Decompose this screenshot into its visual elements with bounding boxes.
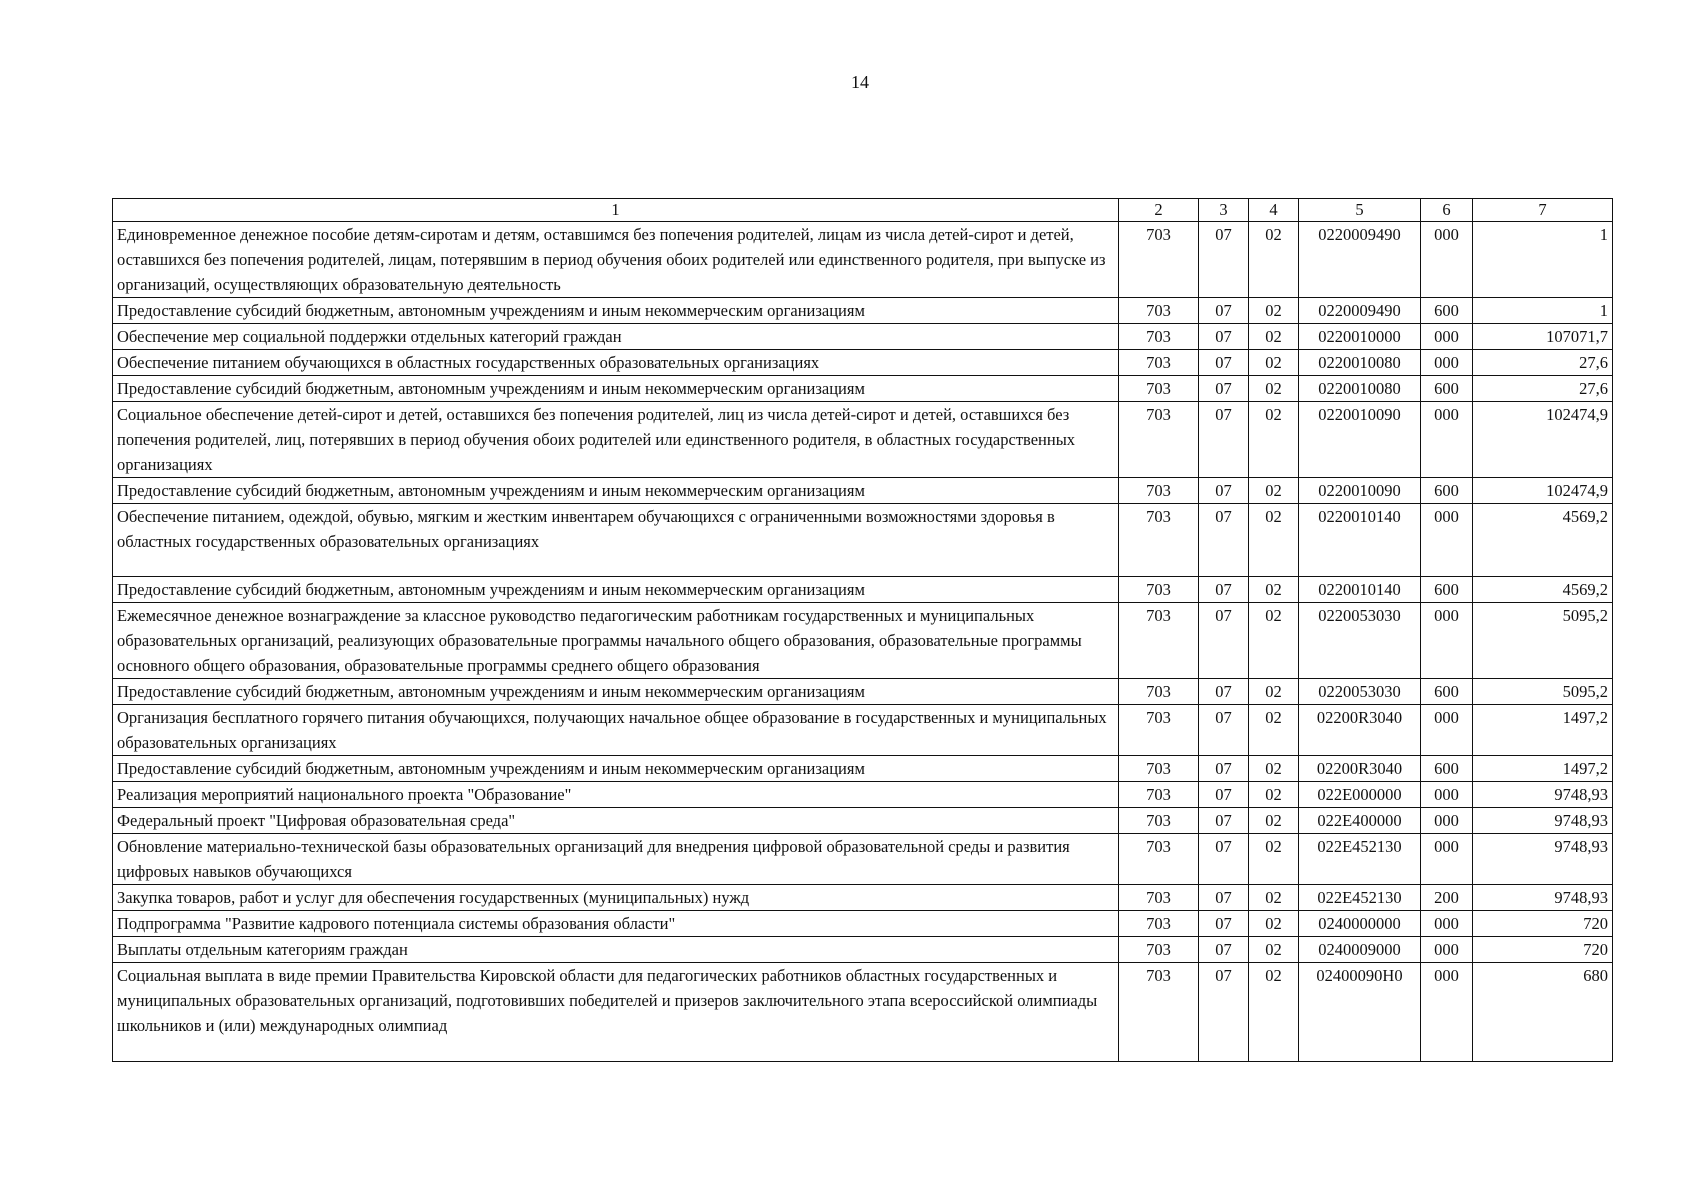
- table-row: [113, 911, 1613, 937]
- row-col-6: 000: [1421, 834, 1473, 885]
- row-col-5: 0220010080: [1299, 376, 1421, 402]
- table-row: [113, 504, 1613, 577]
- row-col-2: 703: [1119, 679, 1199, 705]
- row-col-3: 07: [1199, 478, 1249, 504]
- table-row: [113, 937, 1613, 963]
- row-name: Предоставление субсидий бюджетным, автономным учреждениям и иным некоммерческим организациям: [113, 478, 1119, 504]
- row-col-4: 02: [1249, 963, 1299, 1062]
- row-col-3: 07: [1199, 756, 1249, 782]
- row-col-2: 703: [1119, 222, 1199, 298]
- table-row: [113, 222, 1613, 298]
- row-col-3: 07: [1199, 705, 1249, 756]
- row-col-2: 703: [1119, 603, 1199, 679]
- row-amount: 102474,9: [1473, 478, 1613, 504]
- row-col-6: 000: [1421, 911, 1473, 937]
- row-col-3: 07: [1199, 504, 1249, 577]
- row-col-5: 022E452130: [1299, 834, 1421, 885]
- row-col-5: 0220010080: [1299, 350, 1421, 376]
- table-row: [113, 705, 1613, 756]
- row-col-5: 02200R3040: [1299, 705, 1421, 756]
- row-col-6: 000: [1421, 324, 1473, 350]
- row-col-3: 07: [1199, 885, 1249, 911]
- row-col-4: 02: [1249, 577, 1299, 603]
- row-name: Организация бесплатного горячего питания обучающихся, получающих начальное общее образование в государственных и муниципальных образовательных организациях: [113, 705, 1119, 756]
- table-row: [113, 885, 1613, 911]
- row-amount: 1: [1473, 298, 1613, 324]
- row-amount: 27,6: [1473, 376, 1613, 402]
- header-col-7: 7: [1473, 199, 1613, 222]
- row-col-2: 703: [1119, 376, 1199, 402]
- row-col-5: 02200R3040: [1299, 756, 1421, 782]
- row-amount: 5095,2: [1473, 603, 1613, 679]
- row-col-4: 02: [1249, 911, 1299, 937]
- row-amount: 4569,2: [1473, 504, 1613, 577]
- row-col-6: 000: [1421, 603, 1473, 679]
- row-name: Социальная выплата в виде премии Правительства Кировской области для педагогических работников областных государственных и муниципальных образовательных организаций, подготовивших победителей и призеров заключительного этапа всероссийской олимпиады школьников и (или) международных олимпиад: [113, 963, 1119, 1062]
- row-col-2: 703: [1119, 937, 1199, 963]
- row-col-3: 07: [1199, 376, 1249, 402]
- row-name: Обеспечение питанием обучающихся в областных государственных образовательных организациях: [113, 350, 1119, 376]
- budget-table: [112, 198, 1613, 1062]
- row-col-6: 000: [1421, 402, 1473, 478]
- header-col-3: 3: [1199, 199, 1249, 222]
- row-col-3: 07: [1199, 808, 1249, 834]
- table-row: [113, 376, 1613, 402]
- row-col-2: 703: [1119, 911, 1199, 937]
- row-col-3: 07: [1199, 298, 1249, 324]
- row-col-4: 02: [1249, 402, 1299, 478]
- page-number: 14: [851, 72, 869, 92]
- row-col-5: 0220010140: [1299, 504, 1421, 577]
- row-col-5: 0220010090: [1299, 402, 1421, 478]
- row-col-6: 000: [1421, 705, 1473, 756]
- row-name: Предоставление субсидий бюджетным, автономным учреждениям и иным некоммерческим организациям: [113, 679, 1119, 705]
- row-col-4: 02: [1249, 756, 1299, 782]
- row-col-4: 02: [1249, 705, 1299, 756]
- row-col-2: 703: [1119, 324, 1199, 350]
- row-name: Социальное обеспечение детей-сирот и детей, оставшихся без попечения родителей, лиц из числа детей-сирот и детей, оставшихся без попечения родителей, лиц, потерявших в период обучения обоих родителей или единственного родителя, в областных государственных организациях: [113, 402, 1119, 478]
- row-col-4: 02: [1249, 350, 1299, 376]
- table-row: [113, 808, 1613, 834]
- row-col-4: 02: [1249, 222, 1299, 298]
- row-col-6: 000: [1421, 782, 1473, 808]
- header-col-2: 2: [1119, 199, 1199, 222]
- row-name: Предоставление субсидий бюджетным, автономным учреждениям и иным некоммерческим организациям: [113, 298, 1119, 324]
- row-col-4: 02: [1249, 324, 1299, 350]
- row-col-5: 0220010140: [1299, 577, 1421, 603]
- row-col-5: 022E000000: [1299, 782, 1421, 808]
- row-name: Единовременное денежное пособие детям-сиротам и детям, оставшимся без попечения родителей, лицам из числа детей-сирот и детей, оставшихся без попечения родителей, лицам, потерявшим в период обучения обоих родителей или единственного родителя, при выпуске из организаций, осуществляющих образовательную деятельность: [113, 222, 1119, 298]
- row-col-4: 02: [1249, 478, 1299, 504]
- row-name: Ежемесячное денежное вознаграждение за классное руководство педагогическим работникам государственных и муниципальных образовательных организаций, реализующих образовательные программы начального общего образования, образовательные программы основного общего образования, образовательные программы среднего общего образования: [113, 603, 1119, 679]
- table-row: [113, 782, 1613, 808]
- row-name: Обеспечение питанием, одеждой, обувью, мягким и жестким инвентарем обучающихся с ограниченными возможностями здоровья в областных государственных образовательных организациях: [113, 504, 1119, 577]
- row-col-2: 703: [1119, 298, 1199, 324]
- table-row: [113, 577, 1613, 603]
- row-col-5: 022E452130: [1299, 885, 1421, 911]
- row-col-2: 703: [1119, 577, 1199, 603]
- table-row: [113, 324, 1613, 350]
- header-col-5: 5: [1299, 199, 1421, 222]
- header-col-1: 1: [113, 199, 1119, 222]
- row-amount: 5095,2: [1473, 679, 1613, 705]
- row-col-2: 703: [1119, 705, 1199, 756]
- row-col-6: 600: [1421, 298, 1473, 324]
- row-amount: 27,6: [1473, 350, 1613, 376]
- row-amount: 1497,2: [1473, 756, 1613, 782]
- row-col-3: 07: [1199, 402, 1249, 478]
- row-col-2: 703: [1119, 834, 1199, 885]
- row-name: Обеспечение мер социальной поддержки отдельных категорий граждан: [113, 324, 1119, 350]
- row-amount: 9748,93: [1473, 834, 1613, 885]
- row-col-3: 07: [1199, 350, 1249, 376]
- row-amount: 9748,93: [1473, 885, 1613, 911]
- row-col-3: 07: [1199, 222, 1249, 298]
- row-col-3: 07: [1199, 603, 1249, 679]
- table-row: [113, 350, 1613, 376]
- row-col-4: 02: [1249, 834, 1299, 885]
- header-col-6: 6: [1421, 199, 1473, 222]
- row-col-2: 703: [1119, 478, 1199, 504]
- row-col-2: 703: [1119, 782, 1199, 808]
- row-col-6: 600: [1421, 577, 1473, 603]
- row-col-4: 02: [1249, 937, 1299, 963]
- row-col-6: 000: [1421, 937, 1473, 963]
- row-name: Подпрограмма "Развитие кадрового потенциала системы образования области": [113, 911, 1119, 937]
- table-row: [113, 402, 1613, 478]
- row-amount: 9748,93: [1473, 808, 1613, 834]
- row-col-4: 02: [1249, 298, 1299, 324]
- table-row: [113, 603, 1613, 679]
- row-col-5: 022E400000: [1299, 808, 1421, 834]
- row-name: Предоставление субсидий бюджетным, автономным учреждениям и иным некоммерческим организациям: [113, 756, 1119, 782]
- row-amount: 102474,9: [1473, 402, 1613, 478]
- row-col-5: 0220010090: [1299, 478, 1421, 504]
- row-col-4: 02: [1249, 885, 1299, 911]
- table-row: [113, 298, 1613, 324]
- row-col-6: 600: [1421, 376, 1473, 402]
- row-amount: 720: [1473, 911, 1613, 937]
- row-col-3: 07: [1199, 679, 1249, 705]
- row-col-3: 07: [1199, 911, 1249, 937]
- row-col-4: 02: [1249, 679, 1299, 705]
- row-name: Реализация мероприятий национального проекта "Образование": [113, 782, 1119, 808]
- row-name: Предоставление субсидий бюджетным, автономным учреждениям и иным некоммерческим организациям: [113, 577, 1119, 603]
- row-col-2: 703: [1119, 963, 1199, 1062]
- row-col-4: 02: [1249, 782, 1299, 808]
- row-col-5: 0220010000: [1299, 324, 1421, 350]
- table-row: [113, 478, 1613, 504]
- row-name: Выплаты отдельным категориям граждан: [113, 937, 1119, 963]
- table-row: [113, 679, 1613, 705]
- row-amount: 1497,2: [1473, 705, 1613, 756]
- row-name: Обновление материально-технической базы образовательных организаций для внедрения цифровой образовательной среды и развития цифровых навыков обучающихся: [113, 834, 1119, 885]
- row-col-5: 02400090Н0: [1299, 963, 1421, 1062]
- row-col-3: 07: [1199, 937, 1249, 963]
- row-col-5: 0220009490: [1299, 298, 1421, 324]
- row-name: Закупка товаров, работ и услуг для обеспечения государственных (муниципальных) нужд: [113, 885, 1119, 911]
- row-col-4: 02: [1249, 504, 1299, 577]
- row-col-5: 0220009490: [1299, 222, 1421, 298]
- row-col-3: 07: [1199, 963, 1249, 1062]
- row-col-2: 703: [1119, 402, 1199, 478]
- row-col-4: 02: [1249, 376, 1299, 402]
- table-row: [113, 756, 1613, 782]
- row-col-6: 000: [1421, 222, 1473, 298]
- header-col-4: 4: [1249, 199, 1299, 222]
- row-amount: 4569,2: [1473, 577, 1613, 603]
- header-row: [113, 199, 1613, 222]
- table-row: [113, 834, 1613, 885]
- row-col-2: 703: [1119, 885, 1199, 911]
- row-amount: 107071,7: [1473, 324, 1613, 350]
- row-amount: 680: [1473, 963, 1613, 1062]
- row-col-6: 600: [1421, 756, 1473, 782]
- row-col-5: 0220053030: [1299, 679, 1421, 705]
- row-col-4: 02: [1249, 603, 1299, 679]
- row-col-5: 0220053030: [1299, 603, 1421, 679]
- row-col-6: 000: [1421, 504, 1473, 577]
- row-col-4: 02: [1249, 808, 1299, 834]
- row-col-6: 600: [1421, 478, 1473, 504]
- row-col-6: 000: [1421, 808, 1473, 834]
- row-col-2: 703: [1119, 350, 1199, 376]
- table-row: [113, 963, 1613, 1062]
- row-col-6: 000: [1421, 350, 1473, 376]
- row-amount: 1: [1473, 222, 1613, 298]
- row-col-2: 703: [1119, 756, 1199, 782]
- row-amount: 720: [1473, 937, 1613, 963]
- row-col-6: 000: [1421, 963, 1473, 1062]
- row-col-2: 703: [1119, 504, 1199, 577]
- row-col-5: 0240009000: [1299, 937, 1421, 963]
- row-col-6: 600: [1421, 679, 1473, 705]
- row-col-2: 703: [1119, 808, 1199, 834]
- row-amount: 9748,93: [1473, 782, 1613, 808]
- row-col-3: 07: [1199, 834, 1249, 885]
- row-name: Федеральный проект "Цифровая образовательная среда": [113, 808, 1119, 834]
- row-col-6: 200: [1421, 885, 1473, 911]
- row-col-5: 0240000000: [1299, 911, 1421, 937]
- row-col-3: 07: [1199, 577, 1249, 603]
- row-col-3: 07: [1199, 782, 1249, 808]
- row-name: Предоставление субсидий бюджетным, автономным учреждениям и иным некоммерческим организациям: [113, 376, 1119, 402]
- row-col-3: 07: [1199, 324, 1249, 350]
